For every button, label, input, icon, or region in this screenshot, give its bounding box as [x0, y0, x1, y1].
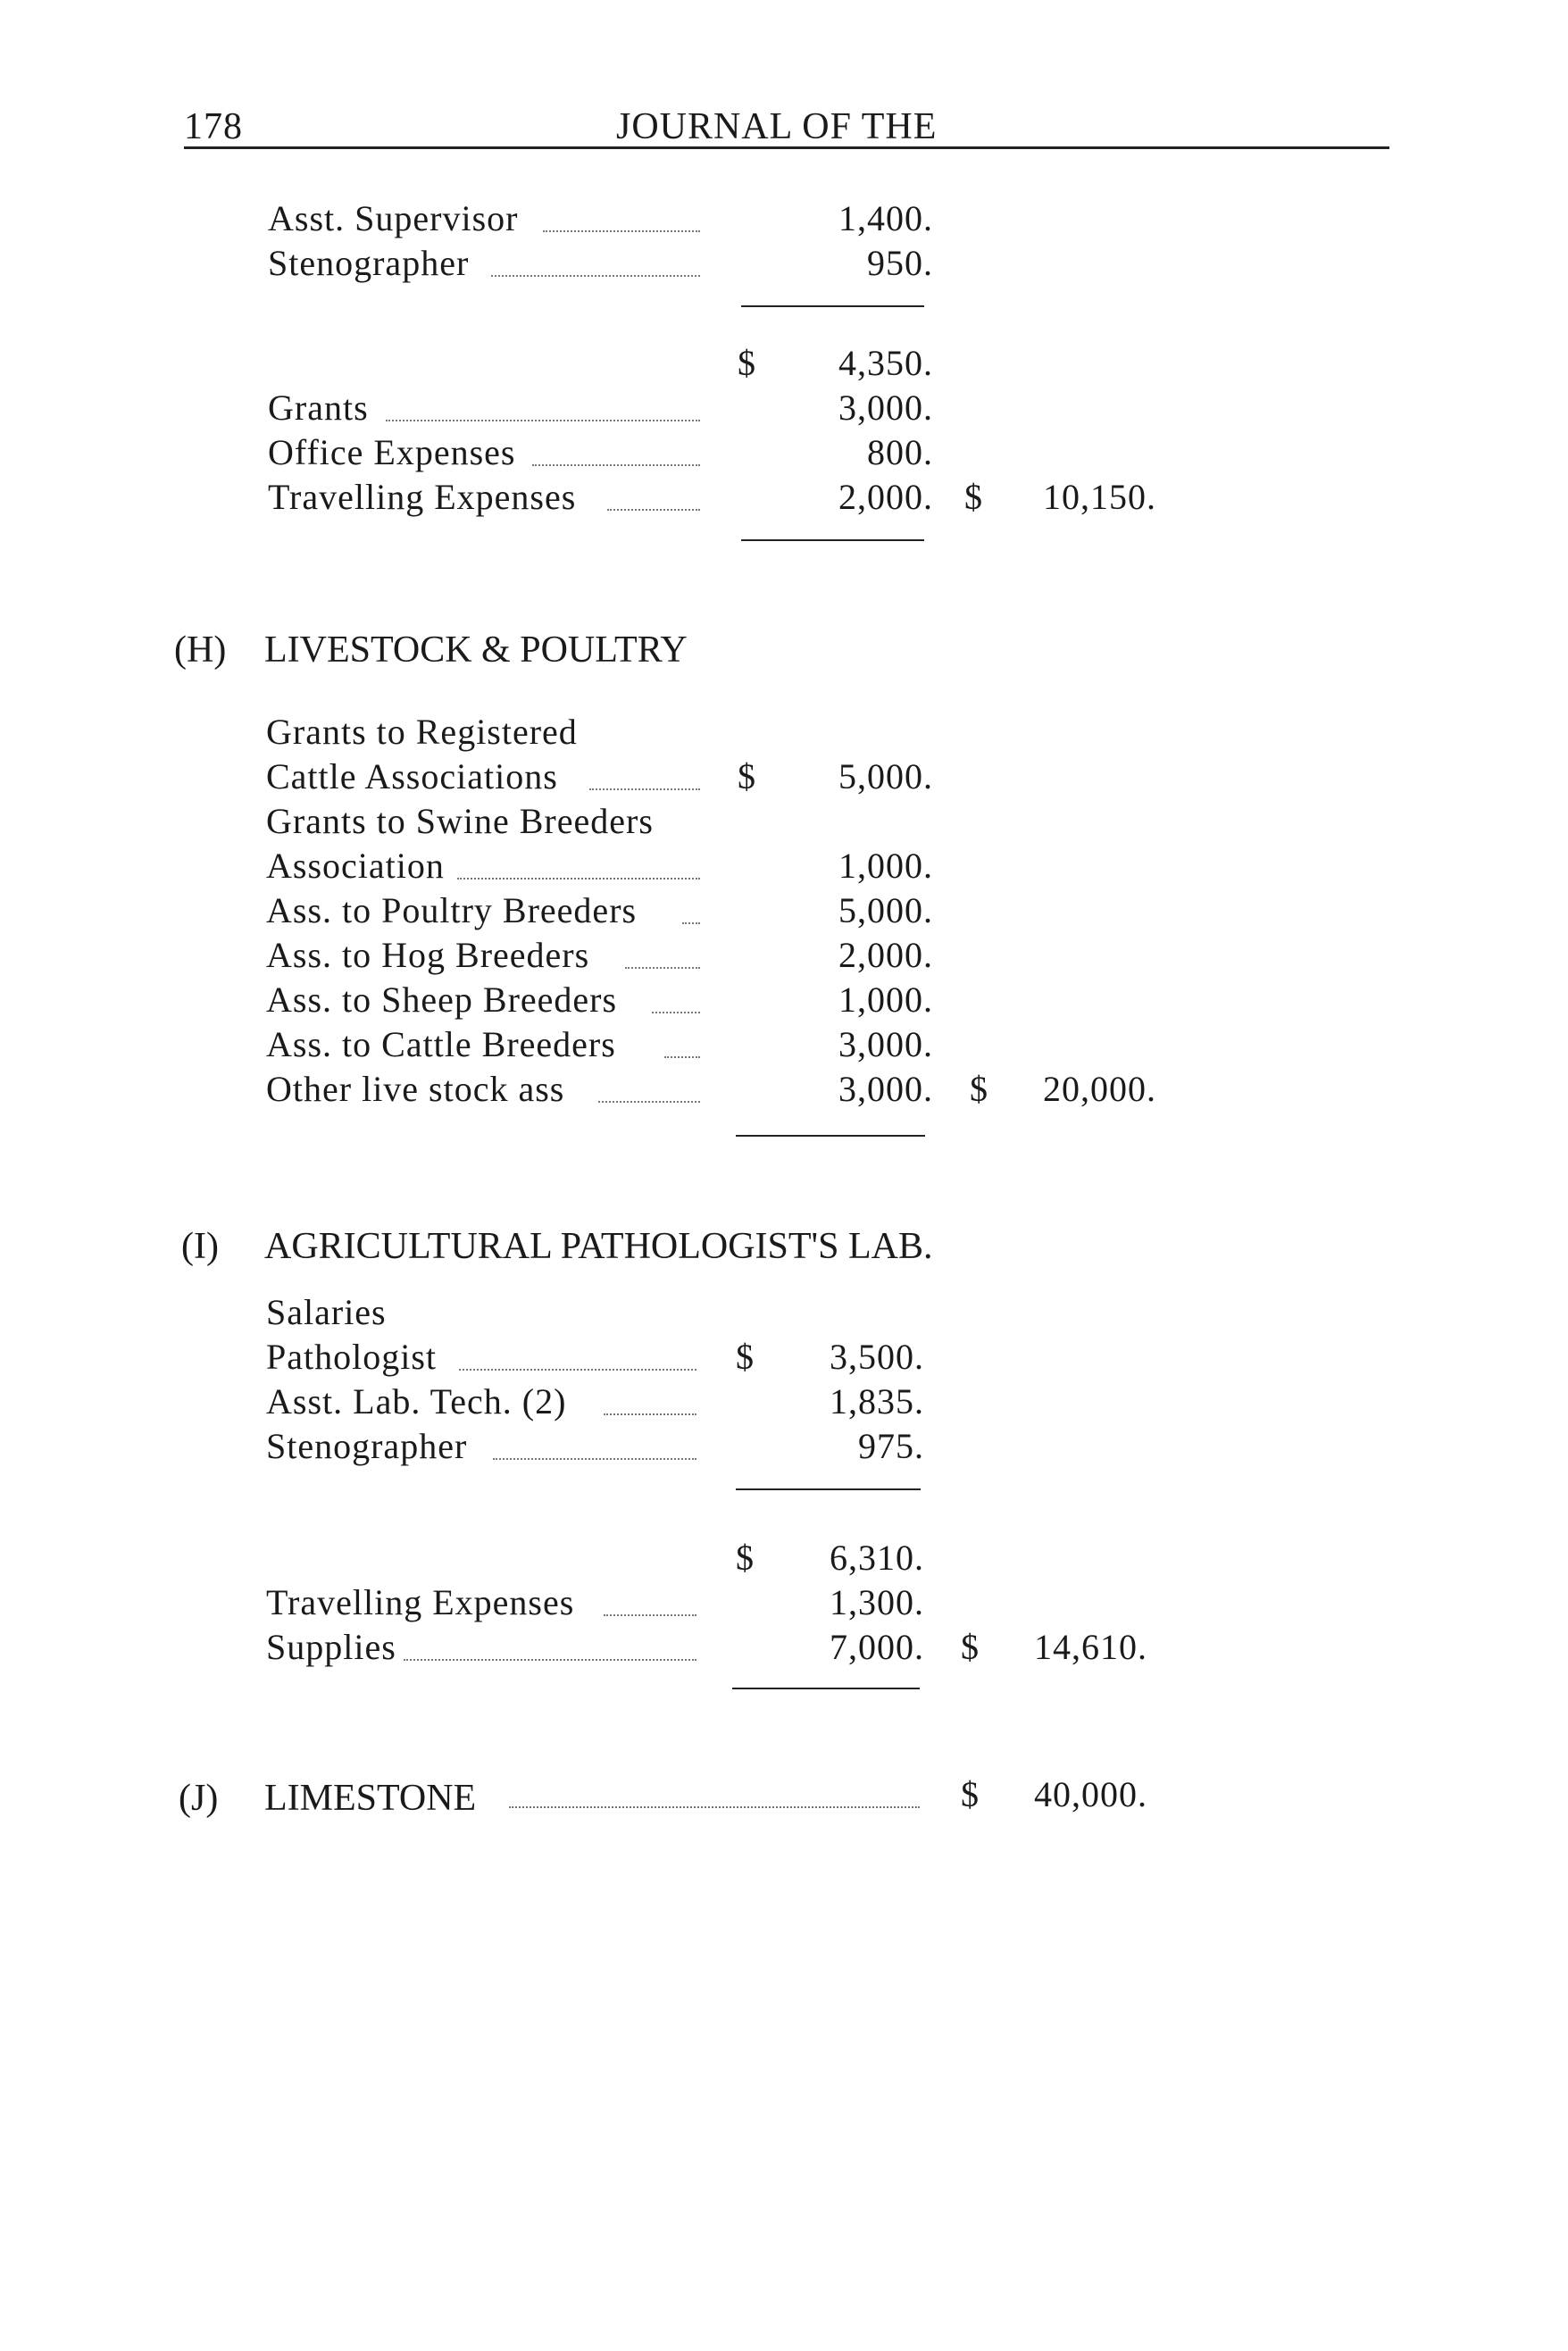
row-amount: 1,000. [838, 980, 933, 1020]
currency-symbol: $ [964, 477, 983, 517]
dot-leader [652, 1012, 700, 1013]
subtotal-amount: 4,350. [838, 343, 933, 383]
dot-leader [493, 1458, 696, 1460]
dot-leader [682, 922, 700, 924]
dot-leader [589, 788, 700, 790]
section-letter: (I) [181, 1226, 219, 1267]
subtotal-amount: 6,310. [830, 1538, 924, 1578]
row-label: Asst. Supervisor [268, 198, 519, 238]
currency-symbol: $ [970, 1069, 988, 1109]
currency-symbol: $ [738, 343, 756, 383]
section-letter: (H) [174, 629, 227, 671]
row-amount: 2,000. [838, 477, 933, 517]
running-title: JOURNAL OF THE [616, 106, 938, 147]
dot-leader [625, 967, 700, 969]
dot-leader [664, 1056, 700, 1058]
row-amount: 975. [858, 1426, 924, 1466]
row-label: Other live stock ass [266, 1069, 565, 1109]
row-amount: 950. [867, 243, 933, 283]
salaries-label: Salaries [266, 1292, 387, 1332]
currency-symbol: $ [961, 1627, 980, 1667]
currency-symbol: $ [736, 1337, 755, 1377]
row-label: Stenographer [268, 243, 470, 283]
row-label: Grants to Registered [266, 712, 578, 752]
header-rule [184, 146, 1389, 149]
section-letter: (J) [179, 1778, 219, 1819]
dot-leader [386, 420, 700, 421]
row-amount: 1,400. [838, 198, 933, 238]
total-rule [732, 1688, 920, 1689]
dot-leader [543, 230, 700, 232]
row-label: Cattle Associations [266, 756, 558, 796]
row-amount: 5,000. [838, 756, 933, 796]
currency-symbol: $ [738, 756, 756, 796]
row-label: Travelling Expenses [268, 477, 577, 517]
dot-leader [491, 275, 700, 277]
row-label: Grants [268, 388, 369, 428]
row-amount: 3,000. [838, 1069, 933, 1109]
row-label: Supplies [266, 1627, 396, 1667]
subtotal-rule [736, 1488, 921, 1490]
row-amount: 1,835. [830, 1381, 924, 1421]
section-total: 40,000. [1034, 1774, 1147, 1814]
section-total: 10,150. [1043, 477, 1156, 517]
row-amount: 3,500. [830, 1337, 924, 1377]
dot-leader [509, 1806, 920, 1808]
subtotal-rule [741, 305, 924, 307]
dot-leader [598, 1101, 700, 1103]
currency-symbol: $ [736, 1538, 755, 1578]
row-label: Pathologist [266, 1337, 438, 1377]
dot-leader [457, 878, 700, 880]
dot-leader [607, 509, 700, 511]
row-label: Ass. to Sheep Breeders [266, 980, 618, 1020]
row-label: Ass. to Poultry Breeders [266, 890, 638, 930]
row-amount: 800. [867, 432, 933, 472]
dot-leader [459, 1369, 696, 1371]
row-label: Association [266, 846, 445, 886]
row-label: Asst. Lab. Tech. (2) [266, 1381, 567, 1421]
section-total: 14,610. [1034, 1627, 1147, 1667]
currency-symbol: $ [961, 1774, 980, 1814]
row-label: Office Expenses [268, 432, 516, 472]
total-rule [736, 1135, 925, 1137]
row-amount: 5,000. [838, 890, 933, 930]
dot-leader [604, 1413, 696, 1415]
row-label: Grants to Swine Breeders [266, 801, 654, 841]
row-amount: 1,300. [830, 1582, 924, 1622]
dot-leader [532, 464, 700, 466]
section-title: LIVESTOCK & POULTRY [264, 629, 688, 671]
row-amount: 7,000. [830, 1627, 924, 1667]
dot-leader [404, 1659, 696, 1661]
row-label: Stenographer [266, 1426, 468, 1466]
row-label: Travelling Expenses [266, 1582, 575, 1622]
row-label: Ass. to Hog Breeders [266, 935, 590, 975]
section-total: 20,000. [1043, 1069, 1156, 1109]
row-label: Ass. to Cattle Breeders [266, 1024, 616, 1064]
page-number: 178 [184, 106, 243, 147]
row-amount: 3,000. [838, 388, 933, 428]
total-rule [741, 539, 924, 541]
row-amount: 3,000. [838, 1024, 933, 1064]
dot-leader [604, 1614, 696, 1616]
row-amount: 1,000. [838, 846, 933, 886]
section-title: LIMESTONE [264, 1778, 477, 1819]
section-title: AGRICULTURAL PATHOLOGIST'S LAB. [264, 1226, 933, 1267]
row-amount: 2,000. [838, 935, 933, 975]
